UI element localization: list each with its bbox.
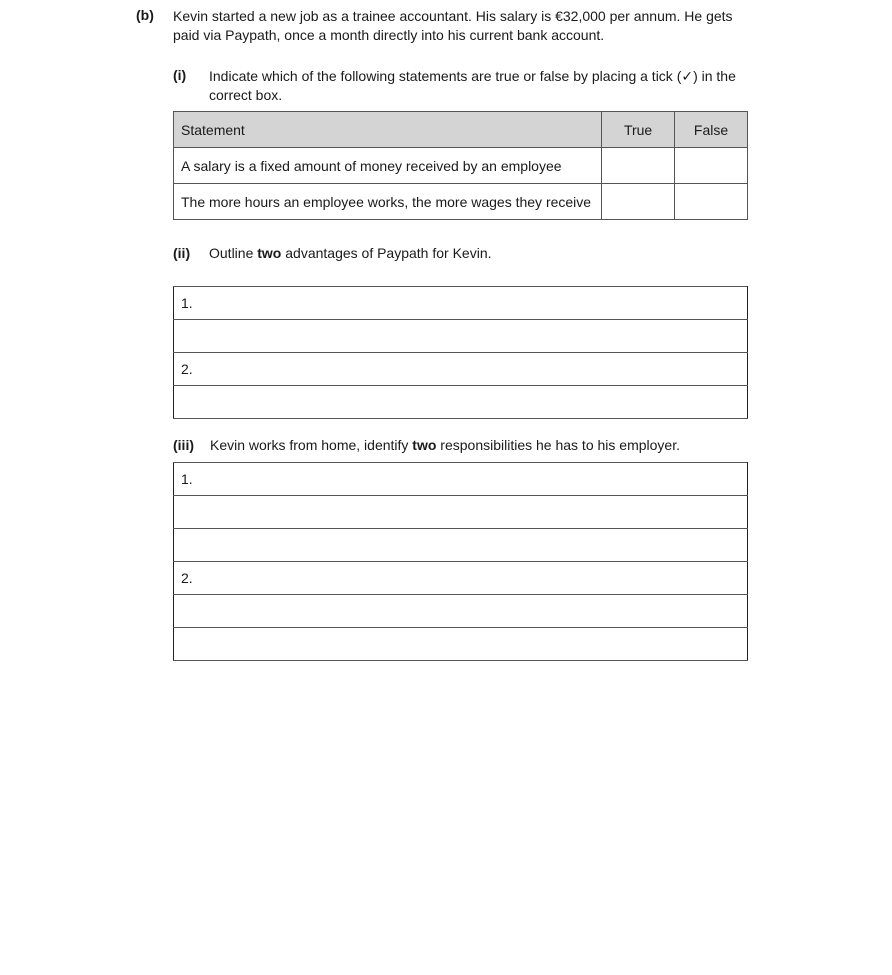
false-tick-box[interactable]: [675, 148, 748, 184]
part-ii-text: Outline two advantages of Paypath for Kevin.: [209, 245, 492, 261]
part-ii-answer-table: [173, 286, 748, 419]
answer-line[interactable]: [174, 496, 748, 529]
statement-cell: A salary is a fixed amount of money received by an employee: [174, 148, 602, 184]
answer-line[interactable]: [174, 628, 748, 661]
answer-row: [174, 628, 748, 661]
answer-row: [174, 287, 748, 320]
answer-line[interactable]: [174, 386, 748, 419]
statement-cell: The more hours an employee works, the more wages they receive: [174, 184, 602, 220]
table-header-row: [174, 112, 748, 148]
part-i-text-line-2: correct box.: [209, 87, 283, 103]
header-false: False: [675, 112, 748, 148]
answer-row: [174, 463, 748, 496]
answer-line[interactable]: [174, 595, 748, 628]
answer-number: 2.: [181, 361, 193, 377]
answer-number: 1.: [181, 471, 193, 487]
false-tick-box[interactable]: [675, 184, 748, 220]
true-tick-box[interactable]: [602, 148, 675, 184]
part-iii-answer-table: [173, 462, 748, 661]
answer-line[interactable]: [174, 463, 748, 496]
answer-row: [174, 529, 748, 562]
question-text: [173, 7, 873, 45]
true-false-table: [173, 111, 748, 220]
answer-row: [174, 353, 748, 386]
part-ii-label: (ii): [173, 245, 191, 261]
answer-line[interactable]: [174, 353, 748, 386]
part-i-text-line-1: Indicate which of the following statements are true or false by placing a tick (✓) in the: [209, 68, 736, 84]
question-text-line-1: Kevin started a new job as a trainee accountant. His salary is €32,000 per annum. He gets: [173, 8, 733, 24]
question-text-line-2: paid via Paypath, once a month directly into his current bank account.: [173, 27, 605, 43]
answer-row: [174, 595, 748, 628]
answer-row: [174, 562, 748, 595]
part-iii-text: Kevin works from home, identify two responsibilities he has to his employer.: [210, 437, 680, 453]
question-label: (b): [136, 7, 154, 23]
part-i-text: [209, 67, 869, 105]
answer-line[interactable]: [174, 529, 748, 562]
header-true: True: [602, 112, 675, 148]
emphasis-two: two: [257, 245, 282, 261]
answer-row: [174, 386, 748, 419]
answer-line[interactable]: [174, 562, 748, 595]
part-iii-label: (iii): [173, 437, 194, 453]
answer-line[interactable]: [174, 320, 748, 353]
header-statement: Statement: [174, 112, 602, 148]
answer-row: [174, 320, 748, 353]
table-row: [174, 148, 748, 184]
emphasis-two: two: [412, 437, 437, 453]
part-i-label: (i): [173, 67, 187, 83]
table-row: [174, 184, 748, 220]
answer-line[interactable]: [174, 287, 748, 320]
true-tick-box[interactable]: [602, 184, 675, 220]
answer-number: 2.: [181, 570, 193, 586]
answer-row: [174, 496, 748, 529]
answer-number: 1.: [181, 295, 193, 311]
